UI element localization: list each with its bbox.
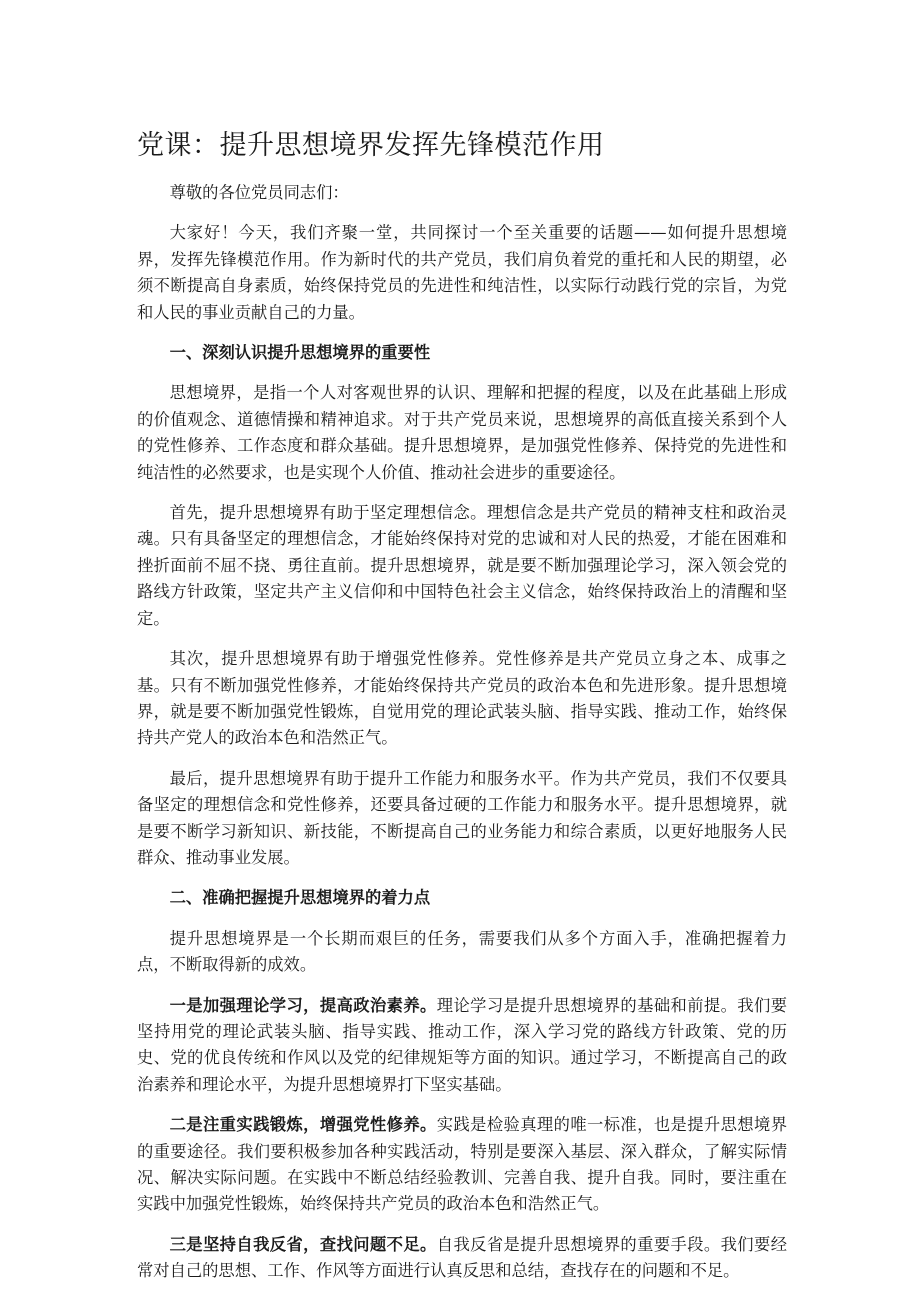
- section-2-point-3: [137, 1232, 787, 1285]
- section-1-paragraph-3: 其次，提升思想境界有助于增强党性修养。党性修养是共产党员立身之本、成事之基。只有不断加强党性修养，才能始终保持共产党员的政治本色和先进形象。提升思想境界，就是要不断加强党性锻炼，自觉用党的理论武装头脑、指导实践、推动工作，始终保持共产党人的政治本色和浩然正气。: [137, 649, 787, 748]
- section-1-heading: 一、深刻认识提升思想境界的重要性: [169, 343, 431, 363]
- section-2-heading: 二、准确把握提升思想境界的着力点: [169, 888, 431, 908]
- point-3-lead: 三是坚持自我反省，查找问题不足。: [169, 1234, 437, 1254]
- point-2-body: 实践是检验真理的唯一标准，也是提升思想境界的重要途径。我们要积极参加各种实践活动，特别是要深入基层、深入群众，了解实际情况、解决实际问题。在实践中不断总结经验教训、完善自我、提升自我。同时，要注重在实践中加强党性锻炼，始终保持共产党员的政治本色和浩然正气。: [137, 1115, 787, 1214]
- section-2-point-1: [137, 993, 787, 1099]
- section-2-paragraph-1: 提升思想境界是一个长期而艰巨的任务，需要我们从多个方面入手，准确把握着力点，不断取得新的成效。: [137, 928, 787, 975]
- section-1-paragraph-2: 首先，提升思想境界有助于坚定理想信念。理想信念是共产党员的精神支柱和政治灵魂。只有具备坚定的理想信念，才能始终保持对党的忠诚和对人民的热爱，才能在困难和挫折面前不屈不挠、勇往直前。提升思想境界，就是要不断加强理论学习，深入领会党的路线方针政策，坚定共产主义信仰和中国特色社会主义信念，始终保持政治上的清醒和坚定。: [137, 503, 787, 628]
- section-1-paragraph-4: 最后，提升思想境界有助于提升工作能力和服务水平。作为共产党员，我们不仅要具备坚定的理想信念和党性修养，还要具备过硬的工作能力和服务水平。提升思想境界，就是要不断学习新知识、新技能，不断提高自己的业务能力和综合素质，以更好地服务人民群众、推动事业发展。: [137, 768, 787, 867]
- section-2-point-2: [137, 1112, 787, 1218]
- section-1-paragraph-1: 思想境界，是指一个人对客观世界的认识、理解和把握的程度，以及在此基础上形成的价值观念、道德情操和精神追求。对于共产党员来说，思想境界的高低直接关系到个人的党性修养、工作态度和群众基础。提升思想境界，是加强党性修养、保持党的先进性和纯洁性的必然要求，也是实现个人价值、推动社会进步的重要途径。: [137, 383, 787, 482]
- intro-paragraph: 大家好！今天，我们齐聚一堂，共同探讨一个至关重要的话题——如何提升思想境界，发挥先锋模范作用。作为新时代的共产党员，我们肩负着党的重托和人民的期望，必须不断提高自身素质，始终保持党员的先进性和纯洁性，以实际行动践行党的宗旨，为党和人民的事业贡献自己的力量。: [137, 223, 787, 322]
- document-page: [137, 126, 787, 1299]
- point-1-body: 理论学习是提升思想境界的基础和前提。我们要坚持用党的理论武装头脑、指导实践、推动工作，深入学习党的路线方针政策、党的历史、党的优良传统和作风以及党的纪律规矩等方面的知识。通过学习，不断提高自己的政治素养和理论水平，为提升思想境界打下坚实基础。: [137, 995, 787, 1094]
- greeting: 尊敬的各位党员同志们：: [169, 183, 349, 202]
- point-1-lead: 一是加强理论学习，提高政治素养。: [169, 995, 437, 1015]
- point-3-body: 自我反省是提升思想境界的重要手段。我们要经常对自己的思想、工作、作风等方面进行认真反思和总结，查找存在的问题和不足。: [137, 1234, 787, 1281]
- point-2-lead: 二是注重实践锻炼，增强党性修养。: [169, 1115, 437, 1135]
- page-title: 党课：提升思想境界发挥先锋模范作用: [137, 130, 605, 161]
